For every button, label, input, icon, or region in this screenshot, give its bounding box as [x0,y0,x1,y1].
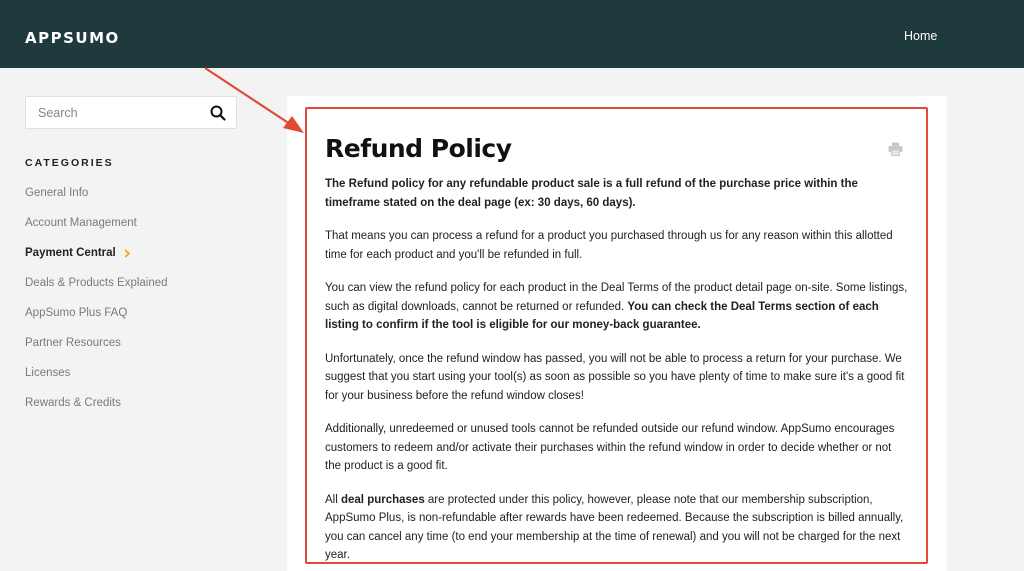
category-licenses[interactable] [25,367,168,397]
categories-list [25,187,168,427]
category-payment-central[interactable] [25,247,168,277]
category-label: Licenses [25,367,71,379]
page-title: Refund Policy [325,134,512,163]
category-label: Account Management [25,217,137,229]
paragraph-text: All [325,493,341,506]
category-account-management[interactable] [25,217,168,247]
search-icon[interactable] [210,105,226,121]
paragraph-text: You can view the refund policy for each product in the Deal Terms of the product detail page on-site. Some listings, such as digital downloads, cannot be returned or refunded. [325,282,908,313]
paragraph-bold-text: deal purchases [340,493,425,506]
nav-home-link[interactable]: Home [904,29,938,43]
article-paragraph: That means you can process a refund for a product you purchased through us for any reason within this allotted time for each product and you'll be refunded in full. [325,230,893,261]
category-label: Deals & Products Explained [25,277,168,289]
paragraph-bold-text: You can check the Deal Terms section of each listing to confirm if the tool is eligible for our money-back guarantee. [325,300,879,331]
search-box [25,96,237,129]
category-general-info[interactable] [25,187,168,217]
category-rewards-credits[interactable] [25,397,168,427]
category-label: Payment Central [25,247,116,259]
category-label: General Info [25,187,89,199]
top-navigation-bar [0,0,1024,68]
appsumo-logo[interactable]: APPSUMO [25,29,120,47]
search-input[interactable] [26,97,206,128]
category-deals-products[interactable] [25,277,168,307]
highlight-annotation-box [305,107,928,564]
category-label: Rewards & Credits [25,397,121,409]
article-lead: The Refund policy for any refundable product sale is a full refund of the purchase price within the timeframe stated on the deal page (ex: 30 days, 60 days). [325,178,858,209]
chevron-right-icon [124,249,130,258]
category-label: Partner Resources [25,337,121,349]
category-label: AppSumo Plus FAQ [25,307,128,319]
article-paragraph: Unfortunately, once the refund window has passed, you will not be able to process a return for your purchase. We suggest that you start using your tool(s) as soon as possible so you have plenty of time to make sure it's a good fit for your business before the refund window closes! [325,352,905,402]
paragraph-text: are protected under this policy, however, please note that our membership subscription, AppSumo Plus, is non-refundable after rewards have been redeemed. Because the subscription is billed annually, you can cancel any time (to end your membership at the time of renewal) and you will not be charged for the next year. [325,493,904,561]
category-appsumo-plus-faq[interactable] [25,307,168,337]
category-partner-resources[interactable] [25,337,168,367]
categories-heading: CATEGORIES [25,157,114,169]
article-paragraph: Additionally, unredeemed or unused tools cannot be refunded outside our refund window. AppSumo encourages customers to redeem and/or activate their purchases within the refund window in order to decide whether or not the product is a good fit. [325,423,895,472]
